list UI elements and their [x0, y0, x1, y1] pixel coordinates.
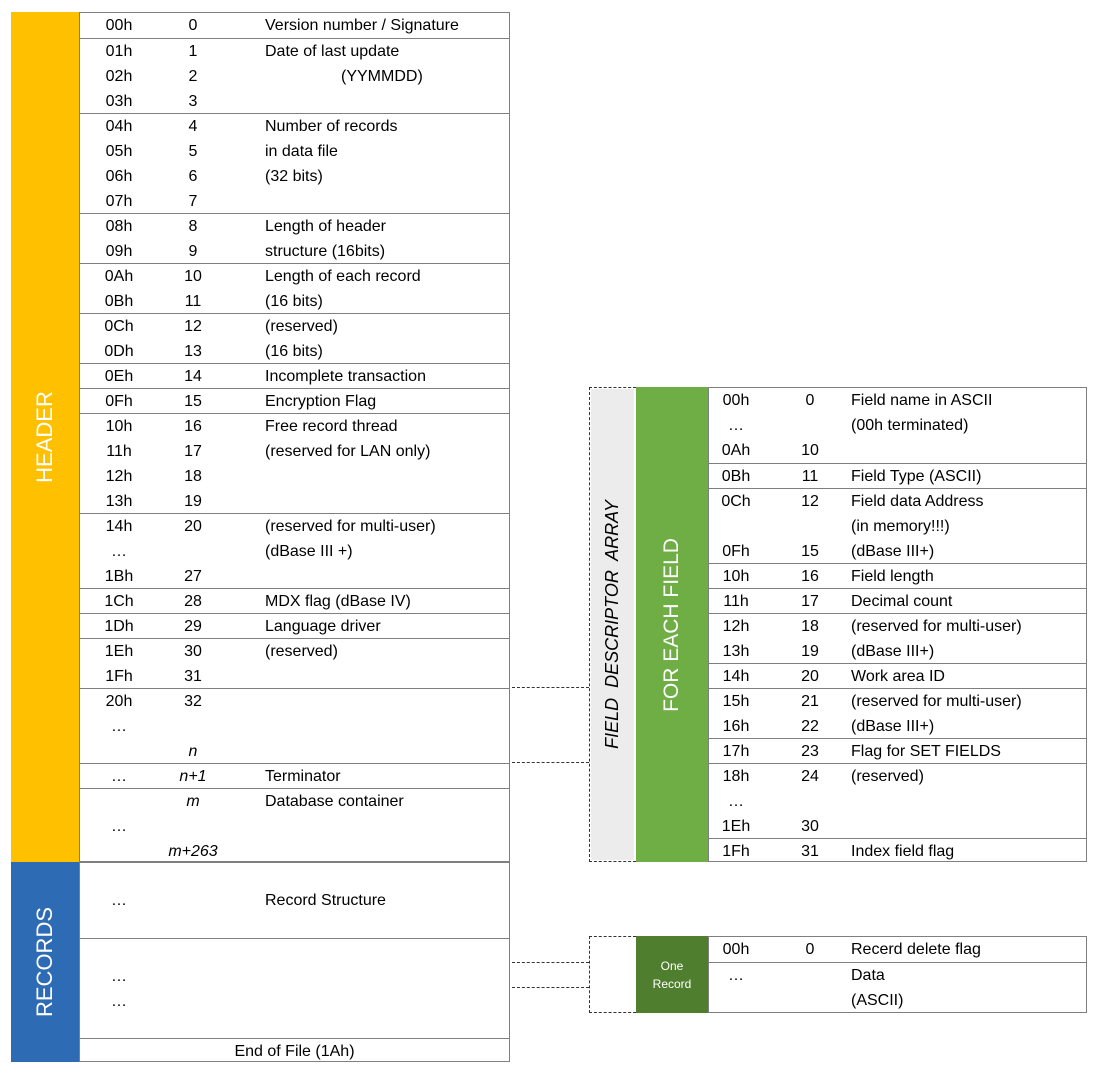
- header-row: [80, 639, 509, 664]
- header-row: [80, 689, 509, 714]
- header-group: [80, 263, 509, 314]
- header-hex-offset: 14h: [105, 518, 133, 535]
- header-decimal-offset: 14: [184, 368, 202, 385]
- record-group: [709, 937, 1086, 962]
- records-band: [11, 862, 79, 1062]
- header-row: [80, 189, 509, 214]
- header-row: [80, 539, 509, 564]
- header-field-description: (dBase III +): [265, 543, 353, 560]
- header-decimal-offset: 8: [188, 218, 198, 235]
- header-row: [80, 289, 509, 314]
- header-field-description: (16 bits): [265, 343, 323, 360]
- field-decimal-offset: 21: [801, 693, 819, 710]
- header-group: [80, 413, 509, 514]
- field-hex-offset: …: [728, 793, 744, 810]
- header-row: [80, 364, 509, 389]
- field-group: [709, 388, 1086, 463]
- field-hex-offset: 18h: [722, 768, 750, 785]
- header-decimal-offset: 15: [184, 393, 202, 410]
- header-field-description: (reserved for multi-user): [265, 518, 436, 535]
- field-group: [709, 463, 1086, 489]
- field-group: [709, 563, 1086, 589]
- header-row: [80, 64, 509, 89]
- header-decimal-offset: 3: [188, 93, 198, 110]
- connector-records-to-record-bottom: [512, 987, 589, 988]
- header-table: [79, 12, 510, 862]
- header-field-description: Free record thread: [265, 418, 398, 435]
- header-row: [80, 314, 509, 339]
- field-group: [709, 588, 1086, 614]
- field-decimal-offset: 17: [801, 593, 819, 610]
- header-field-description: Date of last update: [265, 43, 400, 60]
- field-field-description: (reserved): [851, 768, 924, 785]
- header-row: [80, 239, 509, 264]
- field-row: [709, 764, 1086, 789]
- field-field-description: (dBase III+): [851, 543, 935, 560]
- header-hex-offset: …: [111, 718, 127, 735]
- header-group: [80, 638, 509, 689]
- field-hex-offset: 0Bh: [721, 468, 751, 485]
- header-hex-offset: 13h: [105, 493, 133, 510]
- record-row: [709, 963, 1086, 988]
- header-field-description: MDX flag (dBase IV): [265, 593, 411, 610]
- field-row: [709, 664, 1086, 689]
- header-row: [80, 564, 509, 589]
- header-hex-offset: 0Fh: [105, 393, 133, 410]
- field-row: [709, 489, 1086, 514]
- header-decimal-offset: 10: [184, 268, 202, 285]
- header-hex-offset: 0Bh: [104, 293, 134, 310]
- header-hex-offset: …: [111, 543, 127, 560]
- header-row: [80, 139, 509, 164]
- header-decimal-offset: 0: [188, 17, 198, 34]
- header-band-label: HEADER: [32, 391, 57, 483]
- field-hex-offset: 10h: [722, 568, 750, 585]
- header-hex-offset: 06h: [105, 168, 133, 185]
- header-decimal-offset: 6: [188, 168, 198, 185]
- header-field-description: Length of header: [265, 218, 386, 235]
- header-decimal-offset: 28: [184, 593, 202, 610]
- field-field-description: Field length: [851, 568, 934, 585]
- header-decimal-offset: 32: [184, 693, 202, 710]
- header-decimal-offset: 18: [184, 468, 202, 485]
- header-decimal-offset: 16: [184, 418, 202, 435]
- header-hex-offset: 1Bh: [104, 568, 134, 585]
- header-group: [80, 38, 509, 114]
- header-decimal-offset: 11: [184, 293, 202, 310]
- header-row: [80, 39, 509, 64]
- connector-records-to-record-top: [512, 962, 589, 963]
- header-field-description: Encryption Flag: [265, 393, 377, 410]
- field-hex-offset: 1Fh: [722, 843, 750, 860]
- field-hex-offset: 15h: [722, 693, 750, 710]
- header-field-description: Language driver: [265, 618, 381, 635]
- header-hex-offset: 09h: [105, 243, 133, 260]
- field-field-description: (in memory!!!): [851, 518, 950, 535]
- header-field-description: Version number / Signature: [265, 17, 459, 34]
- header-row: [80, 664, 509, 689]
- header-group: [80, 513, 509, 589]
- field-descriptor-array-band: [591, 389, 634, 860]
- field-row: [709, 714, 1086, 739]
- header-row: [80, 839, 509, 864]
- header-hex-offset: 00h: [105, 17, 133, 34]
- field-row: [709, 564, 1086, 589]
- header-row: [80, 164, 509, 189]
- one-record-label: One Record: [652, 958, 692, 991]
- record-hex-offset: 00h: [722, 941, 750, 958]
- connector-header-to-array-bottom: [512, 762, 589, 763]
- header-group: [80, 588, 509, 614]
- field-field-description: Work area ID: [851, 668, 945, 685]
- record-field-description: Recerd delete flag: [851, 941, 981, 958]
- header-decimal-offset: m+263: [168, 843, 218, 860]
- header-hex-offset: 08h: [105, 218, 133, 235]
- field-row: [709, 388, 1086, 413]
- header-hex-offset: 0Eh: [104, 368, 134, 385]
- field-decimal-offset: 18: [801, 618, 819, 635]
- records-field-description: Record Structure: [265, 892, 386, 909]
- header-decimal-offset: 12: [184, 318, 202, 335]
- field-row: [709, 739, 1086, 764]
- records-group: [80, 938, 509, 1039]
- field-hex-offset: …: [728, 417, 744, 434]
- records-hex-offset: …: [111, 993, 127, 1010]
- header-hex-offset: 20h: [105, 693, 133, 710]
- field-hex-offset: 0Ch: [721, 493, 751, 510]
- header-group: [80, 213, 509, 264]
- header-row: [80, 13, 509, 38]
- header-decimal-offset: 13: [184, 343, 202, 360]
- field-hex-offset: 17h: [722, 743, 750, 760]
- field-field-description: Field Type (ASCII): [851, 468, 982, 485]
- header-hex-offset: 10h: [105, 418, 133, 435]
- field-field-description: Index field flag: [851, 843, 955, 860]
- field-group: [709, 488, 1086, 564]
- field-decimal-offset: 16: [801, 568, 819, 585]
- field-row: [709, 639, 1086, 664]
- header-hex-offset: 0Ah: [104, 268, 134, 285]
- field-row: [709, 839, 1086, 864]
- header-field-description: Terminator: [265, 768, 341, 785]
- for-each-field-band: [636, 387, 708, 862]
- field-row: [709, 589, 1086, 614]
- header-hex-offset: 04h: [105, 118, 133, 135]
- header-row: [80, 214, 509, 239]
- records-row: [80, 888, 509, 913]
- field-field-description: Field name in ASCII: [851, 392, 993, 409]
- field-row: [709, 438, 1086, 463]
- header-hex-offset: 1Fh: [105, 668, 133, 685]
- header-row: [80, 464, 509, 489]
- field-field-description: (reserved for multi-user): [851, 693, 1022, 710]
- header-hex-offset: 01h: [105, 43, 133, 60]
- one-record-band: [636, 936, 708, 1013]
- field-hex-offset: 11h: [723, 593, 749, 610]
- field-group: [709, 663, 1086, 689]
- header-decimal-offset: 17: [184, 443, 202, 460]
- header-row: [80, 339, 509, 364]
- record-decimal-offset: 0: [805, 941, 815, 958]
- field-hex-offset: 0Fh: [722, 543, 750, 560]
- header-group: [80, 363, 509, 389]
- records-hex-offset: …: [111, 968, 127, 985]
- header-hex-offset: 03h: [105, 93, 133, 110]
- header-group: [80, 13, 509, 38]
- records-hex-offset: …: [111, 892, 127, 909]
- header-row: [80, 489, 509, 514]
- header-hex-offset: …: [111, 818, 127, 835]
- header-field-description: (YYMMDD): [341, 68, 423, 85]
- field-field-description: Field data Address: [851, 493, 984, 510]
- header-row: [80, 114, 509, 139]
- field-decimal-offset: 20: [801, 668, 819, 685]
- header-row: [80, 814, 509, 839]
- header-group: [80, 113, 509, 214]
- header-group: [80, 763, 509, 789]
- field-decimal-offset: 22: [801, 718, 819, 735]
- header-hex-offset: 11h: [106, 443, 132, 460]
- header-row: [80, 89, 509, 114]
- header-decimal-offset: 31: [184, 668, 202, 685]
- field-decimal-offset: 15: [801, 543, 819, 560]
- field-hex-offset: 16h: [722, 718, 750, 735]
- field-row: [709, 689, 1086, 714]
- end-of-file-row: [80, 1038, 509, 1064]
- field-group: [709, 838, 1086, 864]
- record-row: [709, 988, 1086, 1013]
- for-each-field-label: FOR EACH FIELD: [660, 537, 684, 712]
- header-group: [80, 688, 509, 764]
- header-group: [80, 613, 509, 639]
- records-band-label: RECORDS: [32, 906, 58, 1018]
- header-row: [80, 589, 509, 614]
- field-hex-offset: 00h: [722, 392, 750, 409]
- field-field-description: (00h terminated): [851, 417, 969, 434]
- record-table: [708, 936, 1087, 1013]
- header-field-description: in data file: [265, 143, 338, 160]
- header-decimal-offset: 19: [184, 493, 202, 510]
- header-hex-offset: 1Eh: [104, 643, 134, 660]
- header-field-description: (32 bits): [265, 168, 323, 185]
- field-row: [709, 464, 1086, 489]
- header-field-description: (reserved): [265, 643, 338, 660]
- header-row: [80, 439, 509, 464]
- header-hex-offset: 12h: [105, 468, 133, 485]
- header-field-description: Database container: [265, 793, 404, 810]
- field-row: [709, 514, 1086, 539]
- records-row: [80, 964, 509, 989]
- header-row: [80, 514, 509, 539]
- one-record-box: [589, 936, 636, 1013]
- header-decimal-offset: m: [186, 793, 200, 810]
- field-decimal-offset: 30: [801, 818, 819, 835]
- field-decimal-offset: 12: [801, 493, 819, 510]
- records-group: [80, 863, 509, 938]
- field-decimal-offset: 0: [805, 392, 815, 409]
- field-field-description: (dBase III+): [851, 643, 935, 660]
- field-row: [709, 539, 1086, 564]
- header-hex-offset: 05h: [105, 143, 133, 160]
- field-descriptor-table: [708, 387, 1087, 862]
- field-field-description: (dBase III+): [851, 718, 935, 735]
- header-decimal-offset: n: [188, 743, 198, 760]
- field-decimal-offset: 19: [801, 643, 819, 660]
- records-row: [80, 989, 509, 1014]
- header-field-description: Length of each record: [265, 268, 421, 285]
- field-row: [709, 413, 1086, 438]
- header-field-description: (reserved): [265, 318, 338, 335]
- header-group: [80, 388, 509, 414]
- header-row: [80, 389, 509, 414]
- header-decimal-offset: 5: [188, 143, 198, 160]
- header-hex-offset: 02h: [105, 68, 133, 85]
- header-field-description: Incomplete transaction: [265, 368, 426, 385]
- field-field-description: Decimal count: [851, 593, 953, 610]
- header-band: [11, 12, 79, 862]
- header-decimal-offset: 29: [184, 618, 202, 635]
- header-field-description: (16 bits): [265, 293, 323, 310]
- header-row: [80, 764, 509, 789]
- field-hex-offset: 14h: [722, 668, 750, 685]
- header-hex-offset: 07h: [105, 193, 133, 210]
- header-row: [80, 714, 509, 739]
- header-decimal-offset: 20: [184, 518, 202, 535]
- record-hex-offset: …: [728, 967, 744, 984]
- header-field-description: structure (16bits): [265, 243, 386, 260]
- header-decimal-offset: 7: [188, 193, 198, 210]
- field-decimal-offset: 31: [801, 843, 819, 860]
- header-row: [80, 789, 509, 814]
- header-group: [80, 788, 509, 864]
- field-decimal-offset: 23: [801, 743, 819, 760]
- field-decimal-offset: 10: [801, 442, 819, 459]
- header-decimal-offset: 4: [188, 118, 198, 135]
- field-row: [709, 789, 1086, 814]
- header-hex-offset: …: [111, 768, 127, 785]
- field-hex-offset: 0Ah: [721, 442, 751, 459]
- connector-header-to-array-top: [512, 687, 589, 688]
- field-field-description: (reserved for multi-user): [851, 618, 1022, 635]
- header-decimal-offset: 2: [188, 68, 198, 85]
- field-hex-offset: 1Eh: [721, 818, 751, 835]
- field-group: [709, 688, 1086, 739]
- header-row: [80, 614, 509, 639]
- header-field-description: (reserved for LAN only): [265, 443, 431, 460]
- records-table: [79, 862, 510, 1062]
- header-row: [80, 739, 509, 764]
- field-field-description: Flag for SET FIELDS: [851, 743, 1001, 760]
- record-field-description: (ASCII): [851, 992, 904, 1009]
- field-group: [709, 738, 1086, 764]
- field-group: [709, 613, 1086, 664]
- header-decimal-offset: 1: [188, 43, 198, 60]
- header-hex-offset: 0Dh: [104, 343, 134, 360]
- header-hex-offset: 1Ch: [104, 593, 134, 610]
- header-row: [80, 414, 509, 439]
- field-decimal-offset: 24: [801, 768, 819, 785]
- header-field-description: Number of records: [265, 118, 398, 135]
- header-decimal-offset: 9: [188, 243, 198, 260]
- header-decimal-offset: 27: [184, 568, 202, 585]
- field-hex-offset: 13h: [722, 643, 750, 660]
- header-row: [80, 264, 509, 289]
- header-decimal-offset: n+1: [179, 768, 207, 785]
- header-group: [80, 313, 509, 364]
- field-group: [709, 763, 1086, 839]
- record-row: [709, 937, 1086, 962]
- field-hex-offset: 12h: [722, 618, 750, 635]
- field-descriptor-array-label: FIELD DESCRIPTOR ARRAY: [602, 500, 622, 749]
- header-hex-offset: 0Ch: [104, 318, 134, 335]
- end-of-file-label: End of File (1Ah): [234, 1043, 355, 1060]
- field-row: [709, 614, 1086, 639]
- record-field-description: Data: [851, 967, 885, 984]
- record-group: [709, 962, 1086, 1013]
- field-row: [709, 814, 1086, 839]
- header-decimal-offset: 30: [184, 643, 202, 660]
- field-decimal-offset: 11: [801, 468, 819, 485]
- header-hex-offset: 1Dh: [104, 618, 134, 635]
